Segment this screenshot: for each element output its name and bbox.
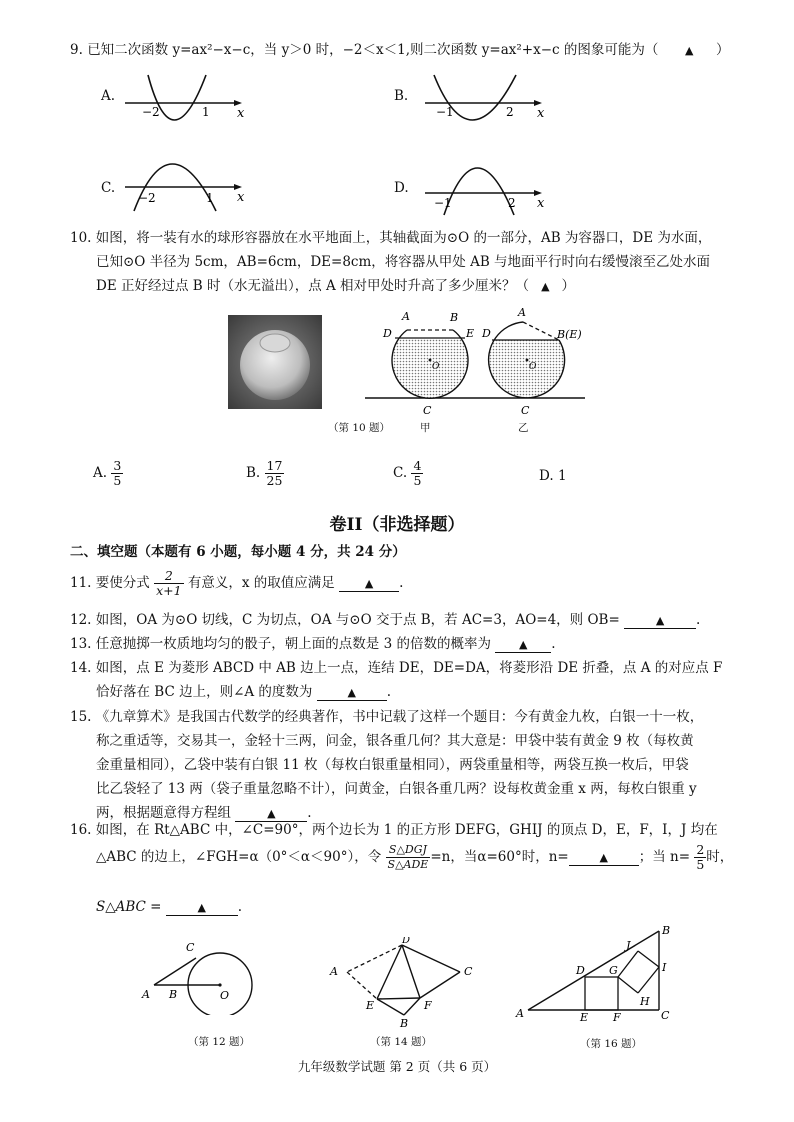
caption-10: （第 10 题）: [328, 422, 391, 434]
tick-label: −2: [138, 191, 156, 205]
graph-c: [120, 143, 250, 218]
question-16-line2: △ABC 的边上，∠FGH=α（0°＜α＜90°），令 $\frac{\text{S△DGJ}}{\text{S△ADE}}$ =n，当α=60°时，n= ▲ ；当 n= $\frac{2}{5}$ 时，: [96, 842, 734, 872]
svg-text:E: E: [466, 327, 475, 340]
svg-text:A: A: [518, 306, 526, 319]
graph-b: [420, 70, 550, 140]
axis-label: x: [537, 196, 545, 211]
svg-text:D: D: [383, 327, 392, 340]
svg-text:D: D: [576, 964, 585, 977]
svg-text:O: O: [529, 362, 537, 372]
graph-d: [420, 143, 550, 218]
caption-16: （第 16 题）: [580, 1038, 643, 1050]
question-9: 9. 已知二次函数 y=ax²−x−c，当 y＞0 时，−2＜x＜1,则二次函数 y=ax²+x−c 的图象可能为（ ▲ ）: [70, 42, 730, 58]
container-diagram: [360, 300, 590, 420]
svg-text:C: C: [464, 965, 473, 978]
svg-text:B: B: [662, 925, 671, 937]
svg-text:H: H: [640, 995, 650, 1008]
tick-label: 2: [508, 196, 516, 210]
question-text: 已知二次函数 y=ax²−x−c，当 y＞0 时，−2＜x＜1,则二次函数 y=ax²+x−c 的图象可能为（: [87, 42, 659, 58]
caption-14: （第 14 题）: [370, 1036, 433, 1048]
sphere-photo: [228, 315, 322, 409]
question-12: 12. 如图，OA 为⊙O 切线，C 为切点，OA 与⊙O 交于点 B，若 AC=3，AO=4，则 OB= ▲ .: [70, 612, 701, 628]
page-footer: 九年级数学试题 第 2 页（共 6 页）: [297, 1059, 497, 1074]
svg-text:E: E: [366, 999, 375, 1012]
option-a-label: A.: [101, 88, 116, 104]
tick-label: −2: [142, 105, 160, 119]
q10-option-c: C. $\frac{4}{5}$: [393, 458, 422, 488]
answer-mark: ▲: [684, 44, 694, 57]
tick-label: 2: [506, 105, 514, 119]
q10-option-a: A. $\frac{3}{5}$: [93, 458, 122, 488]
svg-text:A: A: [402, 310, 410, 323]
section-heading: 二、填空题（本题有 6 小题，每小题 4 分，共 24 分）: [70, 544, 406, 560]
label-yi: 乙: [518, 422, 529, 434]
svg-text:O: O: [220, 989, 230, 1002]
svg-text:A: A: [330, 965, 338, 978]
figure-12: [136, 935, 286, 1015]
axis-label: x: [237, 106, 245, 121]
svg-text:C: C: [521, 404, 530, 417]
tick-label: 1: [206, 191, 214, 205]
option-b-label: B.: [394, 88, 409, 104]
question-15: 15. 《九章算术》是我国古代数学的经典著作，书中记载了这样一个题目：今有黄金九枚，白银一十一枚， 称之重适等，交易其一，金轻十三两，问金，银各重几何？其大意是：甲袋中装有黄金 9 枚（每枚黄 金重量相同），乙袋中装有白银 11 枚（每枚白银重量相同），两袋重量相等，两袋互换一枚后，甲袋 比乙袋轻了 13 两（袋子重量忽略不计），问黄金，白银各重几两？设每枚黄金重 x 两，每枚白银重 y 两，根据题意得方程组 ▲ .: [70, 709, 704, 821]
svg-text:J: J: [626, 939, 631, 952]
tick-label: −1: [436, 105, 454, 119]
axis-label: x: [537, 106, 545, 121]
axis-label: x: [237, 190, 245, 205]
svg-text:C: C: [661, 1009, 670, 1022]
question-16: 16. 如图，在 Rt△ABC 中，∠C=90°，两个边长为 1 的正方形 DEFG，GHIJ 的顶点 D，E，F，I，J 均在: [70, 822, 718, 838]
svg-text:B: B: [450, 311, 459, 324]
question-11: 11. 要使分式 $\frac{2}{x+1}$ 有意义，x 的取值应满足 ▲ .: [70, 568, 404, 598]
q10-option-d: D. 1: [539, 468, 567, 484]
part-title: 卷II（非选择题）: [329, 515, 465, 535]
question-14: 14. 如图，点 E 为菱形 ABCD 中 AB 边上一点，连结 DE，DE=DA，将菱形沿 DE 折叠，点 A 的对应点 F 恰好落在 BC 边上，则∠A 的度数为 ▲ .: [70, 660, 723, 700]
svg-text:F: F: [613, 1011, 621, 1024]
svg-text:O: O: [432, 362, 440, 372]
option-d-label: D.: [394, 180, 409, 196]
svg-text:A: A: [142, 988, 150, 1001]
tick-label: −1: [434, 196, 452, 210]
svg-text:B: B: [400, 1017, 409, 1030]
svg-text:C: C: [423, 404, 432, 417]
svg-text:A: A: [516, 1007, 524, 1020]
label-jia: 甲: [420, 422, 431, 434]
svg-text:I: I: [662, 961, 667, 974]
figure-14: [322, 937, 482, 1032]
question-13: 13. 任意抛掷一枚质地均匀的骰子，朝上面的点数是 3 的倍数的概率为 ▲ .: [70, 636, 556, 652]
question-16-line3: S△ABC = ▲ .: [96, 899, 243, 915]
option-c-label: C.: [101, 180, 116, 196]
svg-text:G: G: [609, 964, 618, 977]
svg-text:B(E): B(E): [557, 328, 582, 341]
caption-12: （第 12 题）: [188, 1036, 251, 1048]
svg-text:D: D: [402, 937, 411, 946]
svg-text:D: D: [482, 327, 491, 340]
q10-option-b: B. $\frac{17}{25}$: [246, 458, 283, 488]
question-10: 10. 如图，将一装有水的球形容器放在水平地面上，其轴截面为⊙O 的一部分，AB 为容器口，DE 为水面， 已知⊙O 半径为 5cm，AB=6cm，DE=8cm，将容器从甲处 AB 与地面平行时向右缓慢滚至乙处水面 DE 正好经过点 B 时（水无溢出），点 A 相对甲处时升高了多少厘米？（ ▲ ）: [70, 230, 712, 294]
figure-16: [512, 925, 697, 1025]
svg-text:E: E: [580, 1011, 589, 1024]
graph-a: [120, 70, 250, 140]
tick-label: 1: [202, 105, 210, 119]
svg-text:F: F: [424, 999, 432, 1012]
svg-text:B: B: [169, 988, 178, 1001]
svg-text:C: C: [186, 941, 195, 954]
question-number: 9.: [70, 42, 83, 58]
